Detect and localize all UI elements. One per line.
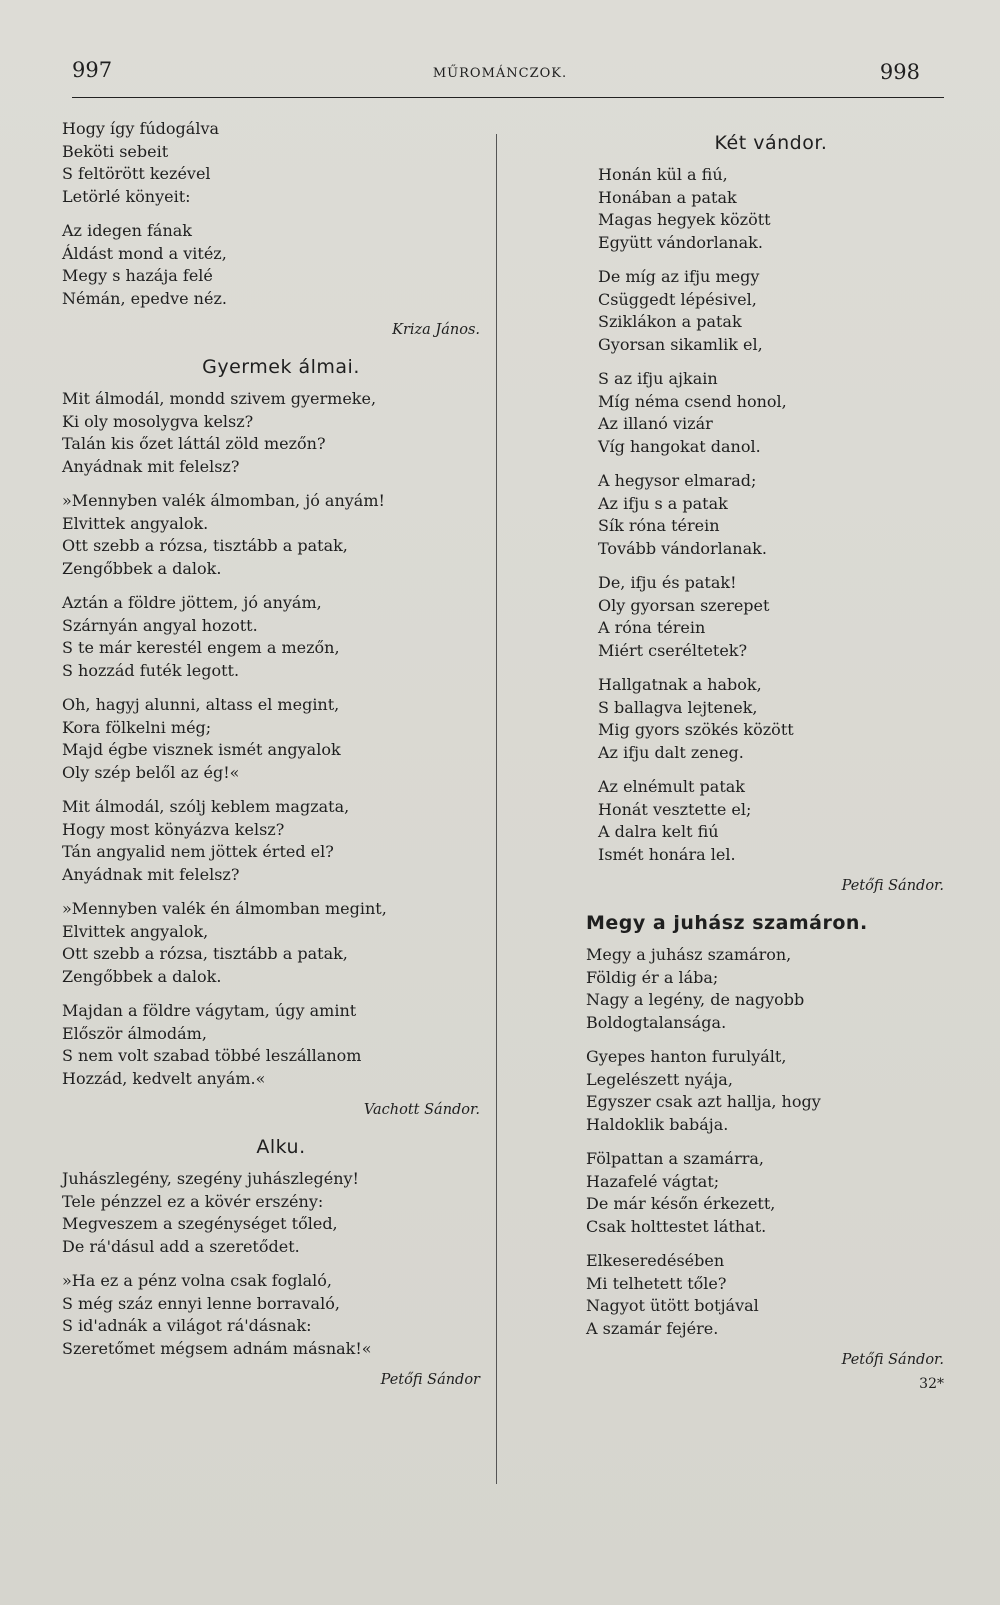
stanza (62, 898, 480, 988)
verse-line: Nagy a legény, de nagyobb (586, 990, 805, 1009)
right-page-number: 998 (879, 60, 920, 84)
intro-poem (62, 118, 480, 338)
verse-line: Az illanó vizár (598, 414, 713, 433)
verse-line: Anyádnak mit felelsz? (62, 456, 240, 476)
poem-author: Kriza János. (392, 322, 480, 338)
verse-line: Elvittek angyalok, (62, 921, 209, 941)
verse-line: Megy a juhász szamáron, (586, 945, 792, 964)
poem-gyermek-almai (62, 356, 480, 1118)
stanza (62, 1270, 480, 1360)
verse-line: Először álmodám, (62, 1023, 207, 1043)
verse-line: Boldogtalansága. (586, 1012, 727, 1032)
verse-line: Az ifju dalt zeneg. (598, 742, 744, 762)
verse-line: Ki oly mosolygva kelsz? (62, 411, 254, 431)
verse-line: Elvittek angyalok. (62, 513, 209, 533)
verse-line: Majd égbe visznek ismét angyalok (62, 740, 341, 759)
right-column (586, 118, 944, 1392)
verse-line: S ballagva lejtenek, (598, 697, 758, 717)
verse-line: Csak holttestet láthat. (586, 1216, 767, 1236)
verse-line: Gyepes hanton furulyált, (586, 1047, 787, 1066)
signature-mark: 32* (919, 1376, 944, 1392)
poem-title: Megy a juhász szamáron. (586, 912, 868, 934)
stanza (62, 388, 480, 478)
left-column (62, 118, 480, 1396)
verse-line: S hozzád futék legott. (62, 660, 240, 680)
verse-line: Zengőbbek a dalok. (62, 966, 222, 986)
stanza (586, 1250, 944, 1340)
verse-line: Majdan a földre vágytam, úgy amint (62, 1001, 357, 1020)
poem-author: Petőfi Sándor. (841, 878, 944, 894)
stanza (598, 368, 944, 458)
verse-line: Együtt vándorlanak. (598, 232, 763, 252)
verse-line: Mit álmodál, szólj keblem magzata, (62, 797, 350, 816)
verse-line: A róna térein (598, 618, 706, 637)
stanza (62, 1000, 480, 1090)
verse-line: S te már kerestél engem a mezőn, (62, 638, 340, 657)
stanza (62, 118, 480, 208)
verse-line: Víg hangokat danol. (598, 436, 761, 456)
verse-line: Hozzád, kedvelt anyám.« (62, 1068, 266, 1088)
verse-line: Az ifju s a patak (598, 493, 728, 513)
stanza (598, 470, 944, 560)
verse-line: »Mennyben valék én álmomban megint, (62, 899, 387, 918)
verse-line: Míg néma csend honol, (598, 391, 787, 411)
verse-line: Haldoklik babája. (586, 1114, 729, 1134)
verse-line: Egyszer csak azt hallja, hogy (586, 1092, 821, 1111)
verse-line: Mig gyors szökés között (598, 720, 794, 739)
stanza (586, 944, 944, 1034)
column-separator (496, 134, 497, 1484)
stanza (598, 674, 944, 764)
verse-line: Tán angyalid nem jöttek érted el? (62, 842, 334, 861)
poem-title: Gyermek álmai. (202, 356, 360, 378)
poem-megy-a-juhasz (586, 912, 944, 1368)
verse-line: Oh, hagyj alunni, altass el megint, (62, 695, 340, 714)
verse-line: Az elnémult patak (598, 777, 745, 796)
verse-line: Földig ér a lába; (586, 967, 719, 987)
page-header (60, 58, 940, 98)
verse-line: Ott szebb a rózsa, tisztább a patak, (62, 944, 348, 963)
poem-author: Petőfi Sándor. (841, 1352, 944, 1368)
poem-author: Petőfi Sándor (380, 1372, 480, 1388)
stanza (62, 220, 480, 310)
verse-line: S nem volt szabad többé leszállanom (62, 1046, 362, 1065)
stanza (62, 1168, 480, 1258)
header-rule (72, 97, 944, 98)
verse-line: Hazafelé vágtat; (586, 1171, 720, 1191)
verse-line: Zengőbbek a dalok. (62, 558, 222, 578)
verse-line: Magas hegyek között (598, 210, 771, 229)
verse-line: Sík róna térein (598, 516, 720, 535)
verse-line: Miért cseréltetek? (598, 640, 748, 660)
verse-line: Mi telhetett tőle? (586, 1273, 727, 1293)
verse-line: Honán kül a fiú, (598, 165, 728, 184)
verse-line: Juhászlegény, szegény juhászlegény! (62, 1169, 359, 1188)
verse-line: Tele pénzzel ez a kövér erszény: (62, 1191, 324, 1211)
verse-line: Hogy így fúdogálva (62, 119, 220, 138)
poem-alku (62, 1136, 480, 1388)
stanza (598, 776, 944, 866)
verse-line: De már későn érkezett, (586, 1194, 776, 1213)
verse-line: Megveszem a szegénységet tőled, (62, 1214, 338, 1233)
verse-line: Letörlé könyeit: (62, 186, 191, 206)
poem-title: Alku. (256, 1136, 306, 1158)
verse-line: Hogy most könyázva kelsz? (62, 819, 285, 839)
verse-line: »Ha ez a pénz volna csak foglaló, (62, 1271, 333, 1290)
stanza (586, 1046, 944, 1136)
verse-line: Mit álmodál, mondd szivem gyermeke, (62, 389, 377, 408)
verse-line: De rá'dásul add a szeretődet. (62, 1236, 300, 1256)
verse-line: Talán kis őzet láttál zöld mezőn? (62, 434, 326, 453)
poem-ket-vandor (598, 132, 944, 894)
verse-line: Fölpattan a szamárra, (586, 1149, 764, 1168)
verse-line: Szárnyán angyal hozott. (62, 615, 258, 635)
verse-line: S az ifju ajkain (598, 369, 718, 388)
poem-author: Vachott Sándor. (363, 1102, 480, 1118)
running-title: MŰROMÁNCZOK. (432, 66, 568, 81)
poem-title: Két vándor. (714, 132, 828, 154)
verse-line: Tovább vándorlanak. (598, 538, 767, 558)
verse-line: S feltörött kezével (62, 164, 211, 183)
verse-line: Legelészett nyája, (586, 1069, 733, 1089)
verse-line: Elkeseredésében (586, 1251, 725, 1270)
verse-line: Némán, epedve néz. (62, 288, 227, 308)
verse-line: Sziklákon a patak (598, 312, 742, 331)
verse-line: Ismét honára lel. (598, 844, 736, 864)
verse-line: »Mennyben valék álmomban, jó anyám! (62, 491, 385, 510)
verse-line: Megy s hazája felé (62, 266, 213, 285)
verse-line: Kora fölkelni még; (62, 717, 212, 737)
stanza (62, 592, 480, 682)
verse-line: Ott szebb a rózsa, tisztább a patak, (62, 536, 348, 555)
verse-line: A szamár fejére. (586, 1318, 719, 1338)
verse-line: S még száz ennyi lenne borravaló, (62, 1293, 340, 1313)
verse-line: S id'adnák a világot rá'dásnak: (62, 1316, 312, 1335)
verse-line: Oly gyorsan szerepet (598, 595, 770, 615)
left-page-number: 997 (72, 58, 113, 82)
verse-line: Aztán a földre jöttem, jó anyám, (62, 593, 322, 612)
verse-line: Hallgatnak a habok, (598, 675, 762, 694)
stanza (598, 266, 944, 356)
verse-line: A hegysor elmarad; (598, 471, 757, 490)
stanza (598, 572, 944, 662)
stanza (586, 1148, 944, 1238)
verse-line: A dalra kelt fiú (598, 822, 719, 841)
verse-line: Honát vesztette el; (598, 799, 752, 819)
stanza (62, 490, 480, 580)
verse-line: Nagyot ütött botjával (586, 1296, 759, 1315)
verse-line: Gyorsan sikamlik el, (598, 334, 763, 354)
stanza (598, 164, 944, 254)
verse-line: Áldást mond a vitéz, (62, 243, 227, 263)
stanza (62, 694, 480, 784)
verse-line: Honában a patak (598, 187, 737, 207)
verse-line: De míg az ifju megy (598, 267, 760, 286)
stanza (62, 796, 480, 886)
verse-line: Csüggedt lépésivel, (598, 289, 757, 309)
verse-line: Anyádnak mit felelsz? (62, 864, 240, 884)
verse-line: De, ifju és patak! (598, 573, 737, 592)
verse-line: Szeretőmet mégsem adnám másnak!« (62, 1338, 372, 1358)
verse-line: Az idegen fának (62, 221, 192, 240)
verse-line: Beköti sebeit (62, 141, 169, 161)
verse-line: Oly szép belől az ég!« (62, 762, 240, 782)
